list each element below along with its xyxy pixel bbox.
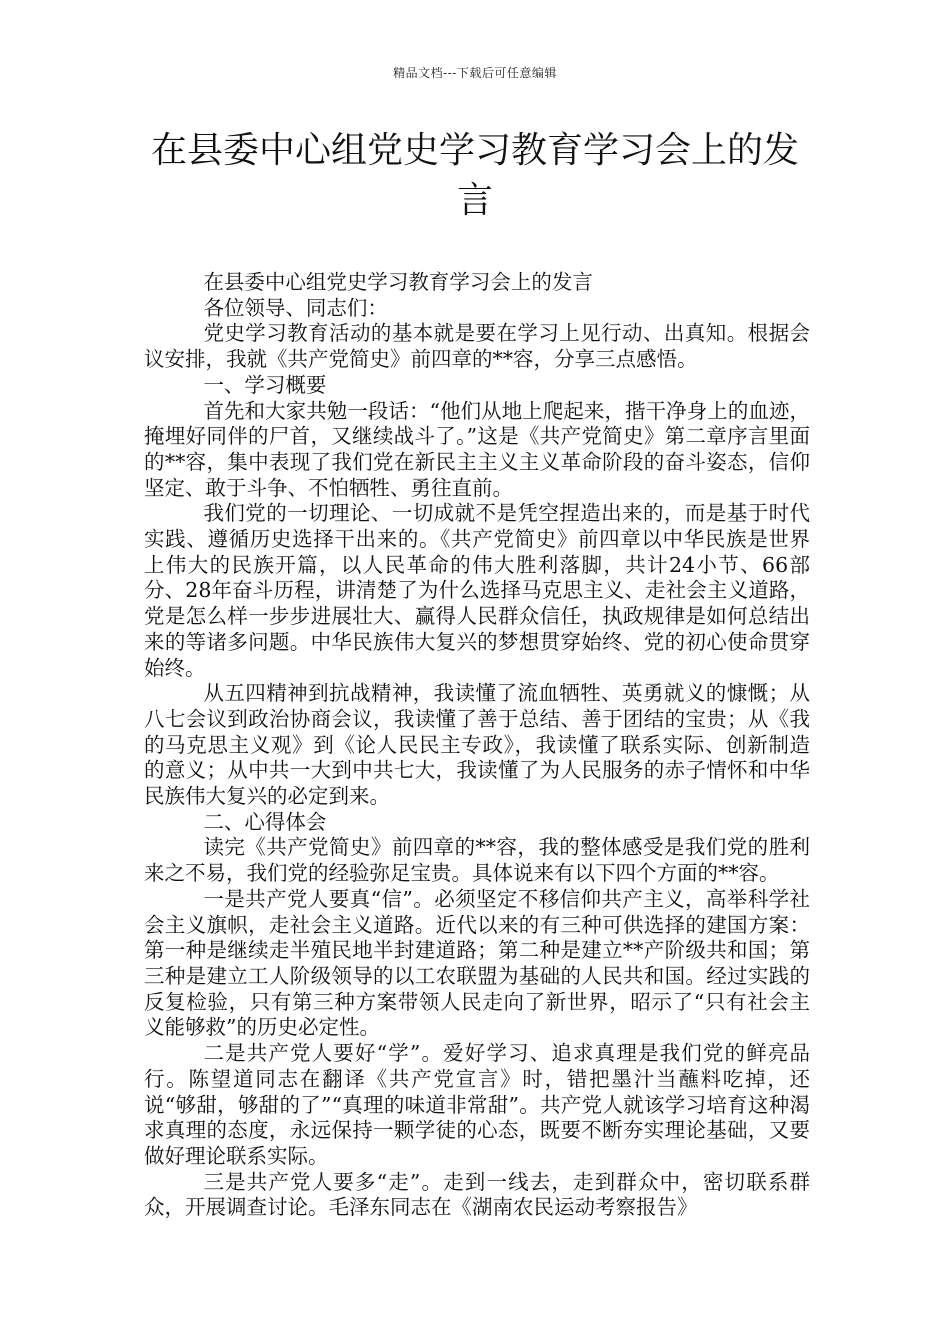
body-paragraph-subtitle: 在县委中心组党史学习教育学习会上的发言 — [203, 270, 593, 294]
document-body — [144, 270, 810, 1221]
body-paragraph: 首先和大家共勉一段话：“他们从地上爬起来，揩干净身上的血迹，掩埋好同伴的尸首，又继续战斗了。”这是《共产党简史》第二章序言里面的**容，集中表现了我们党在新民主主义主义革命阶段的奋斗姿态，信仰坚定、敢于斗争、不怕牺牲、勇往直前。 — [144, 398, 810, 500]
body-paragraph: 从五四精神到抗战精神，我读懂了流血牺牲、英勇就义的慷慨；从八七会议到政治协商会议，我读懂了善于总结、善于团结的宝贵；从《我的马克思主义观》到《论人民民主专政》，我读懂了联系实际、创新制造的意义；从中共一大到中共七大，我读懂了为人民服务的赤子情怀和中华民族伟大复兴的必定到来。 — [144, 681, 810, 809]
body-paragraph: 三是共产党人要多“走”。走到一线去，走到群众中，密切联系群众，开展调查讨论。毛泽东同志在《湖南农民运动考察报告》 — [144, 1169, 810, 1220]
body-paragraph: 二是共产党人要好“学”。爱好学习、追求真理是我们党的鲜亮品行。陈望道同志在翻译《共产党宣言》时，错把墨汁当蘸料吃掉，还说“够甜，够甜的了”“真理的味道非常甜”。共产党人就该学习培育这种渴求真理的态度，永远保持一颗学徒的心态，既要不断夯实理论基础，又要做好理论联系实际。 — [144, 1041, 810, 1168]
document-title: 在县委中心组党史学习教育学习会上的发言 — [150, 130, 799, 221]
body-paragraph: 我们党的一切理论、一切成就不是凭空捏造出来的，而是基于时代实践、遵循历史选择干出来的。《共产党简史》前四章以中华民族是世界上伟大的民族开篇，以人民革命的伟大胜利落脚，共计24小节、66部分、28年奋斗历程，讲清楚了为什么选择马克思主义、走社会主义道路，党是怎么样一步步进展壮大、赢得人民群众信任，执政规律是如何总结出来的等诸多问题。中华民族伟大复兴的梦想贯穿始终、党的初心使命贯穿始终。 — [144, 501, 810, 680]
body-paragraph: 读完《共产党简史》前四章的**容，我的整体感受是我们党的胜利来之不易，我们党的经验弥足宝贵。具体说来有以下四个方面的**容。 — [144, 835, 810, 886]
body-paragraph: 一是共产党人要真“信”。必须坚定不移信仰共产主义，高举科学社会主义旗帜，走社会主义道路。近代以来的有三种可供选择的建国方案：第一种是继续走半殖民地半封建道路；第二种是建立**产阶级共和国；第三种是建立工人阶级领导的以工农联盟为基础的人民共和国。经过实践的反复检验，只有第三种方案带领人民走向了新世界，昭示了“只有社会主义能够救”的历史必定性。 — [144, 886, 810, 1040]
section-heading: 一、学习概要 — [203, 372, 327, 397]
body-paragraph-salutation: 各位领导、同志们： — [203, 295, 388, 320]
section-heading: 二、心得体会 — [203, 809, 327, 834]
page-header-note: 精品文档---下载后可任意编辑 — [393, 66, 557, 80]
body-paragraph: 党史学习教育活动的基本就是要在学习上见行动、出真知。根据会议安排，我就《共产党简史》前四章的**容，分享三点感悟。 — [144, 321, 810, 372]
